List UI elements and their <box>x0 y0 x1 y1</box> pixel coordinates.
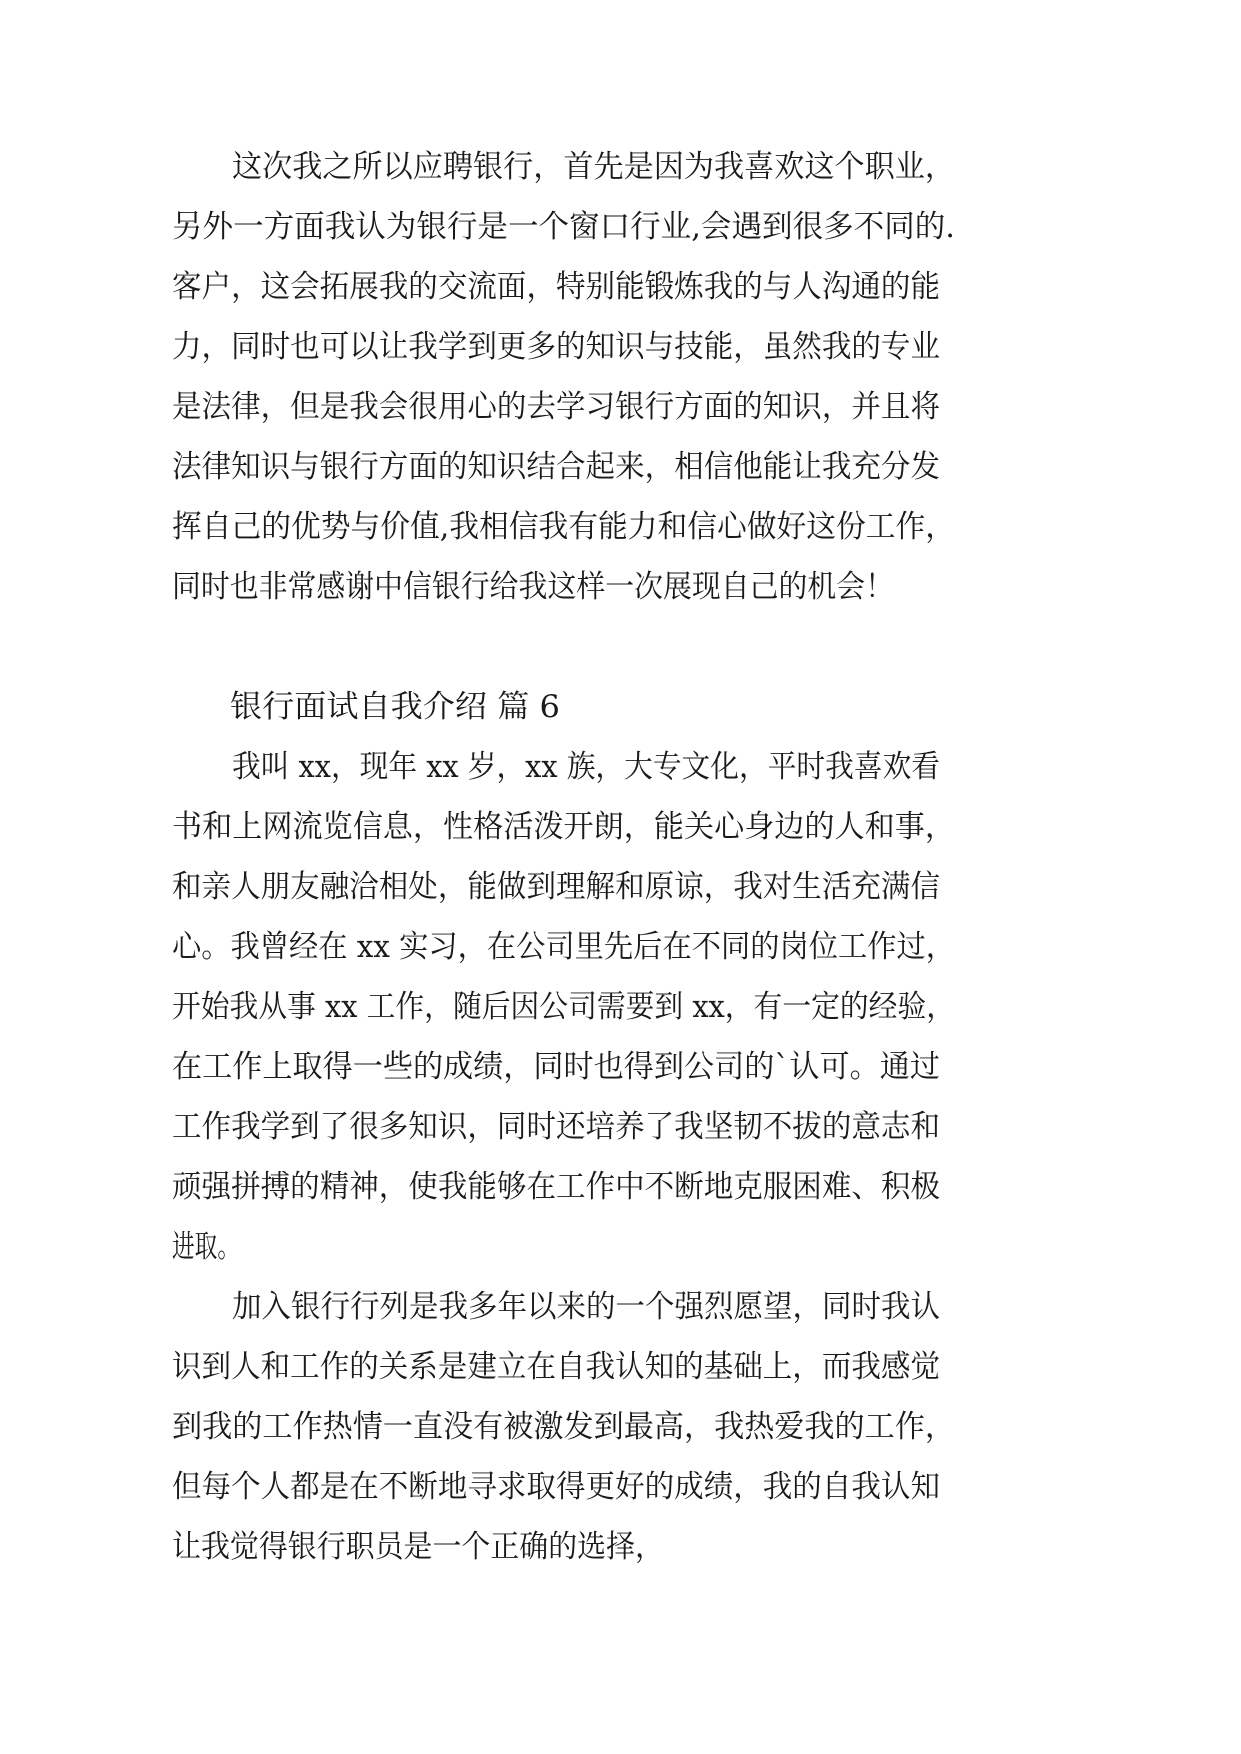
paragraph-1-line <box>0 385 1241 429</box>
paragraph-2-line <box>0 865 1241 909</box>
paragraph-3-line <box>0 1525 1241 1569</box>
paragraph-2-line <box>0 1225 1241 1269</box>
line-text: 力，同时也可以让我学到更多的知识与技能，虽然我的专业 <box>172 329 940 365</box>
paragraph-3-line <box>0 1465 1241 1509</box>
line-text: 进取。 <box>172 1229 240 1265</box>
paragraph-3-line <box>0 1405 1241 1449</box>
line-text: 心。我曾经在 xx 实习，在公司里先后在不同的岗位工作过， <box>172 929 955 965</box>
line-text: 识到人和工作的关系是建立在自我认知的基础上，而我感觉 <box>172 1349 940 1385</box>
line-text: 法律知识与银行方面的知识结合起来，相信他能让我充分发 <box>172 449 940 485</box>
paragraph-3-line <box>0 1345 1241 1389</box>
line-text: 到我的工作热情一直没有被激发到最高，我热爱我的工作， <box>172 1409 955 1445</box>
line-text: 顽强拼搏的精神，使我能够在工作中不断地克服困难、积极 <box>172 1169 940 1205</box>
line-text: 是法律，但是我会很用心的去学习银行方面的知识，并且将 <box>172 389 940 425</box>
paragraph-2-line <box>0 985 1241 1029</box>
paragraph-1-line <box>0 505 1241 549</box>
section-title <box>0 685 1241 729</box>
line-text: 我叫 xx，现年 xx 岁，xx 族，大专文化，平时我喜欢看 <box>232 749 940 785</box>
line-text: 开始我从事 xx 工作，随后因公司需要到 xx，有一定的经验， <box>172 989 955 1025</box>
line-text: 和亲人朋友融洽相处，能做到理解和原谅，我对生活充满信 <box>172 869 940 905</box>
line-text: 在工作上取得一些的成绩，同时也得到公司的`认可。通过 <box>172 1049 940 1085</box>
line-text: 加入银行行列是我多年以来的一个强烈愿望，同时我认 <box>232 1289 940 1325</box>
line-text: 挥自己的优势与价值,我相信我有能力和信心做好这份工作， <box>172 509 955 545</box>
paragraph-2-line <box>0 1105 1241 1149</box>
paragraph-1-line <box>0 145 1241 189</box>
line-text: 但每个人都是在不断地寻求取得更好的成绩，我的自我认知 <box>172 1469 940 1505</box>
section-title-text: 银行面试自我介绍 篇 6 <box>230 689 560 725</box>
line-text: 让我觉得银行职员是一个正确的选择， <box>172 1529 664 1565</box>
paragraph-1-line <box>0 445 1241 489</box>
paragraph-1-line <box>0 325 1241 369</box>
line-text: 同时也非常感谢中信银行给我这样一次展现自己的机会！ <box>172 569 894 605</box>
paragraph-1-line <box>0 205 1241 249</box>
paragraph-2-line <box>0 925 1241 969</box>
paragraph-2-line <box>0 805 1241 849</box>
paragraph-3-line <box>0 1285 1241 1329</box>
paragraph-2-line <box>0 1045 1241 1089</box>
line-text: 工作我学到了很多知识，同时还培养了我坚韧不拔的意志和 <box>172 1109 940 1145</box>
line-text: 书和上网流览信息，性格活泼开朗，能关心身边的人和事， <box>172 809 955 845</box>
paragraph-1-line <box>0 565 1241 609</box>
line-text: 这次我之所以应聘银行，首先是因为我喜欢这个职业， <box>232 149 955 185</box>
line-text: 客户，这会拓展我的交流面，特别能锻炼我的与人沟通的能 <box>172 269 940 305</box>
paragraph-2-line <box>0 745 1241 789</box>
paragraph-1-line <box>0 265 1241 309</box>
paragraph-2-line <box>0 1165 1241 1209</box>
line-text: 另外一方面我认为银行是一个窗口行业,会遇到很多不同的. <box>172 209 955 245</box>
